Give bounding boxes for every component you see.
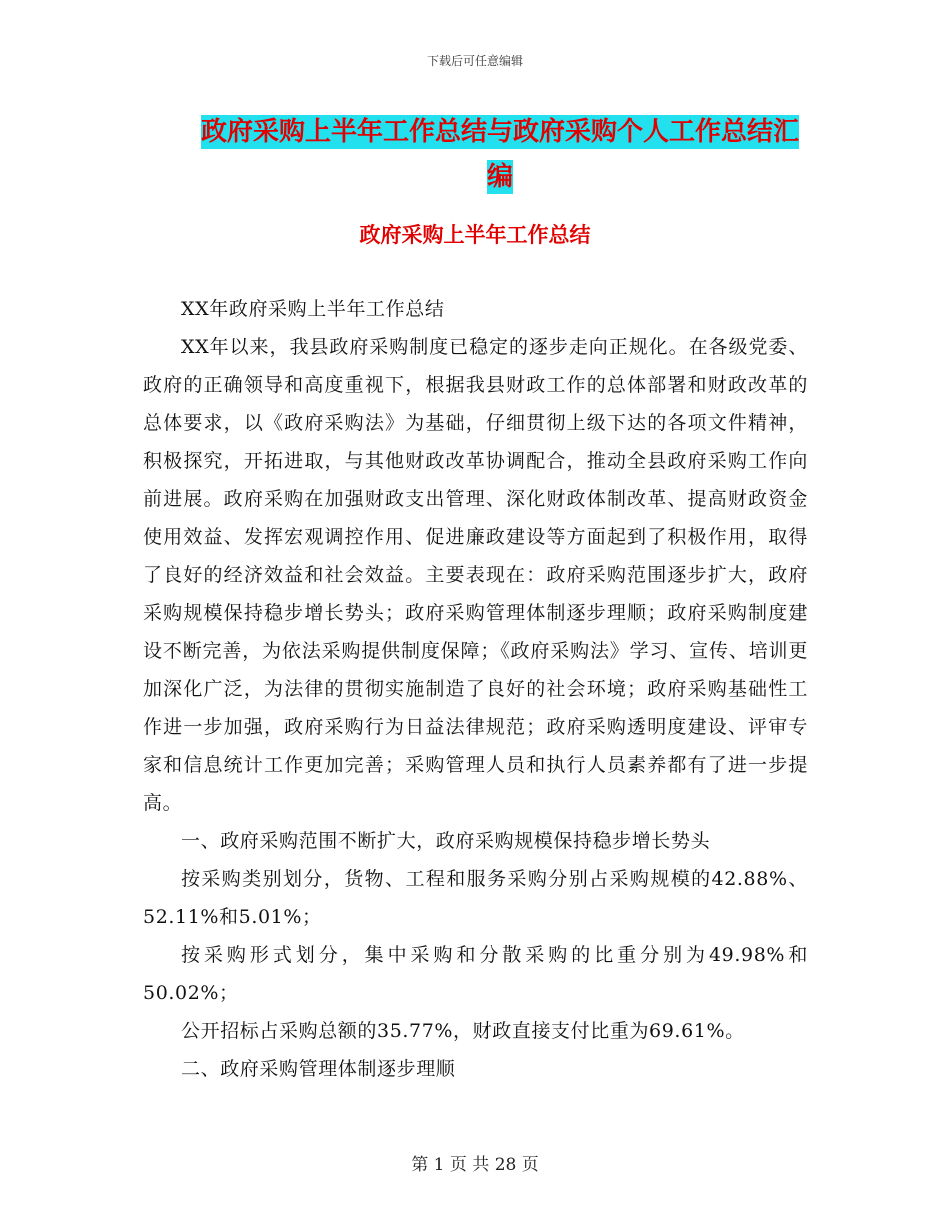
document-body — [143, 290, 808, 1088]
section-title: 政府采购上半年工作总结 — [359, 223, 591, 247]
paragraph-heading-2: 二、政府采购管理体制逐步理顺 — [181, 1058, 456, 1080]
paragraph-category-share: 按采购类别划分，货物、工程和服务采购分别占采购规模的42.88%、52.11%和5.01%； — [143, 868, 808, 928]
paragraph-tender-share: 公开招标占采购总额的35.77%，财政直接支付比重为69.61%。 — [181, 1020, 745, 1042]
page-number: 第 1 页 共 28 页 — [411, 1155, 539, 1175]
document-title-text: 政府采购上半年工作总结与政府采购个人工作总结汇编 — [200, 117, 799, 192]
paragraph-heading-1: 一、政府采购范围不断扩大，政府采购规模保持稳步增长势头 — [181, 830, 711, 852]
paragraph-form-share: 按采购形式划分，集中采购和分散采购的比重分别为49.98%和50.02%； — [143, 944, 808, 1004]
page-header-note: 下载后可任意编辑 — [426, 54, 523, 68]
document-title — [190, 110, 810, 200]
paragraph-subtitle: XX年政府采购上半年工作总结 — [181, 298, 445, 320]
paragraph-intro: XX年以来，我县政府采购制度已稳定的逐步走向正规化。在各级党委、政府的正确领导和高度重视下，根据我县财政工作的总体部署和财政改革的总体要求，以《政府采购法》为基础，仔细贯彻上级下达的各项文件精神，积极探究，开拓进取，与其他财政改革协调配合，推动全县政府采购工作向前进展。政府采购在加强财政支出管理、深化财政体制改革、提高财政资金使用效益、发挥宏观调控作用、促进廉政建设等方面起到了积极作用，取得了良好的经济效益和社会效益。主要表现在：政府采购范围逐步扩大，政府采购规模保持稳步增长势头；政府采购管理体制逐步理顺；政府采购制度建设不断完善，为依法采购提供制度保障；《政府采购法》学习、宣传、培训更加深化广泛，为法律的贯彻实施制造了良好的社会环境；政府采购基础性工作进一步加强，政府采购行为日益法律规范；政府采购透明度建设、评审专家和信息统计工作更加完善；采购管理人员和执行人员素养都有了进一步提高。 — [143, 336, 808, 814]
